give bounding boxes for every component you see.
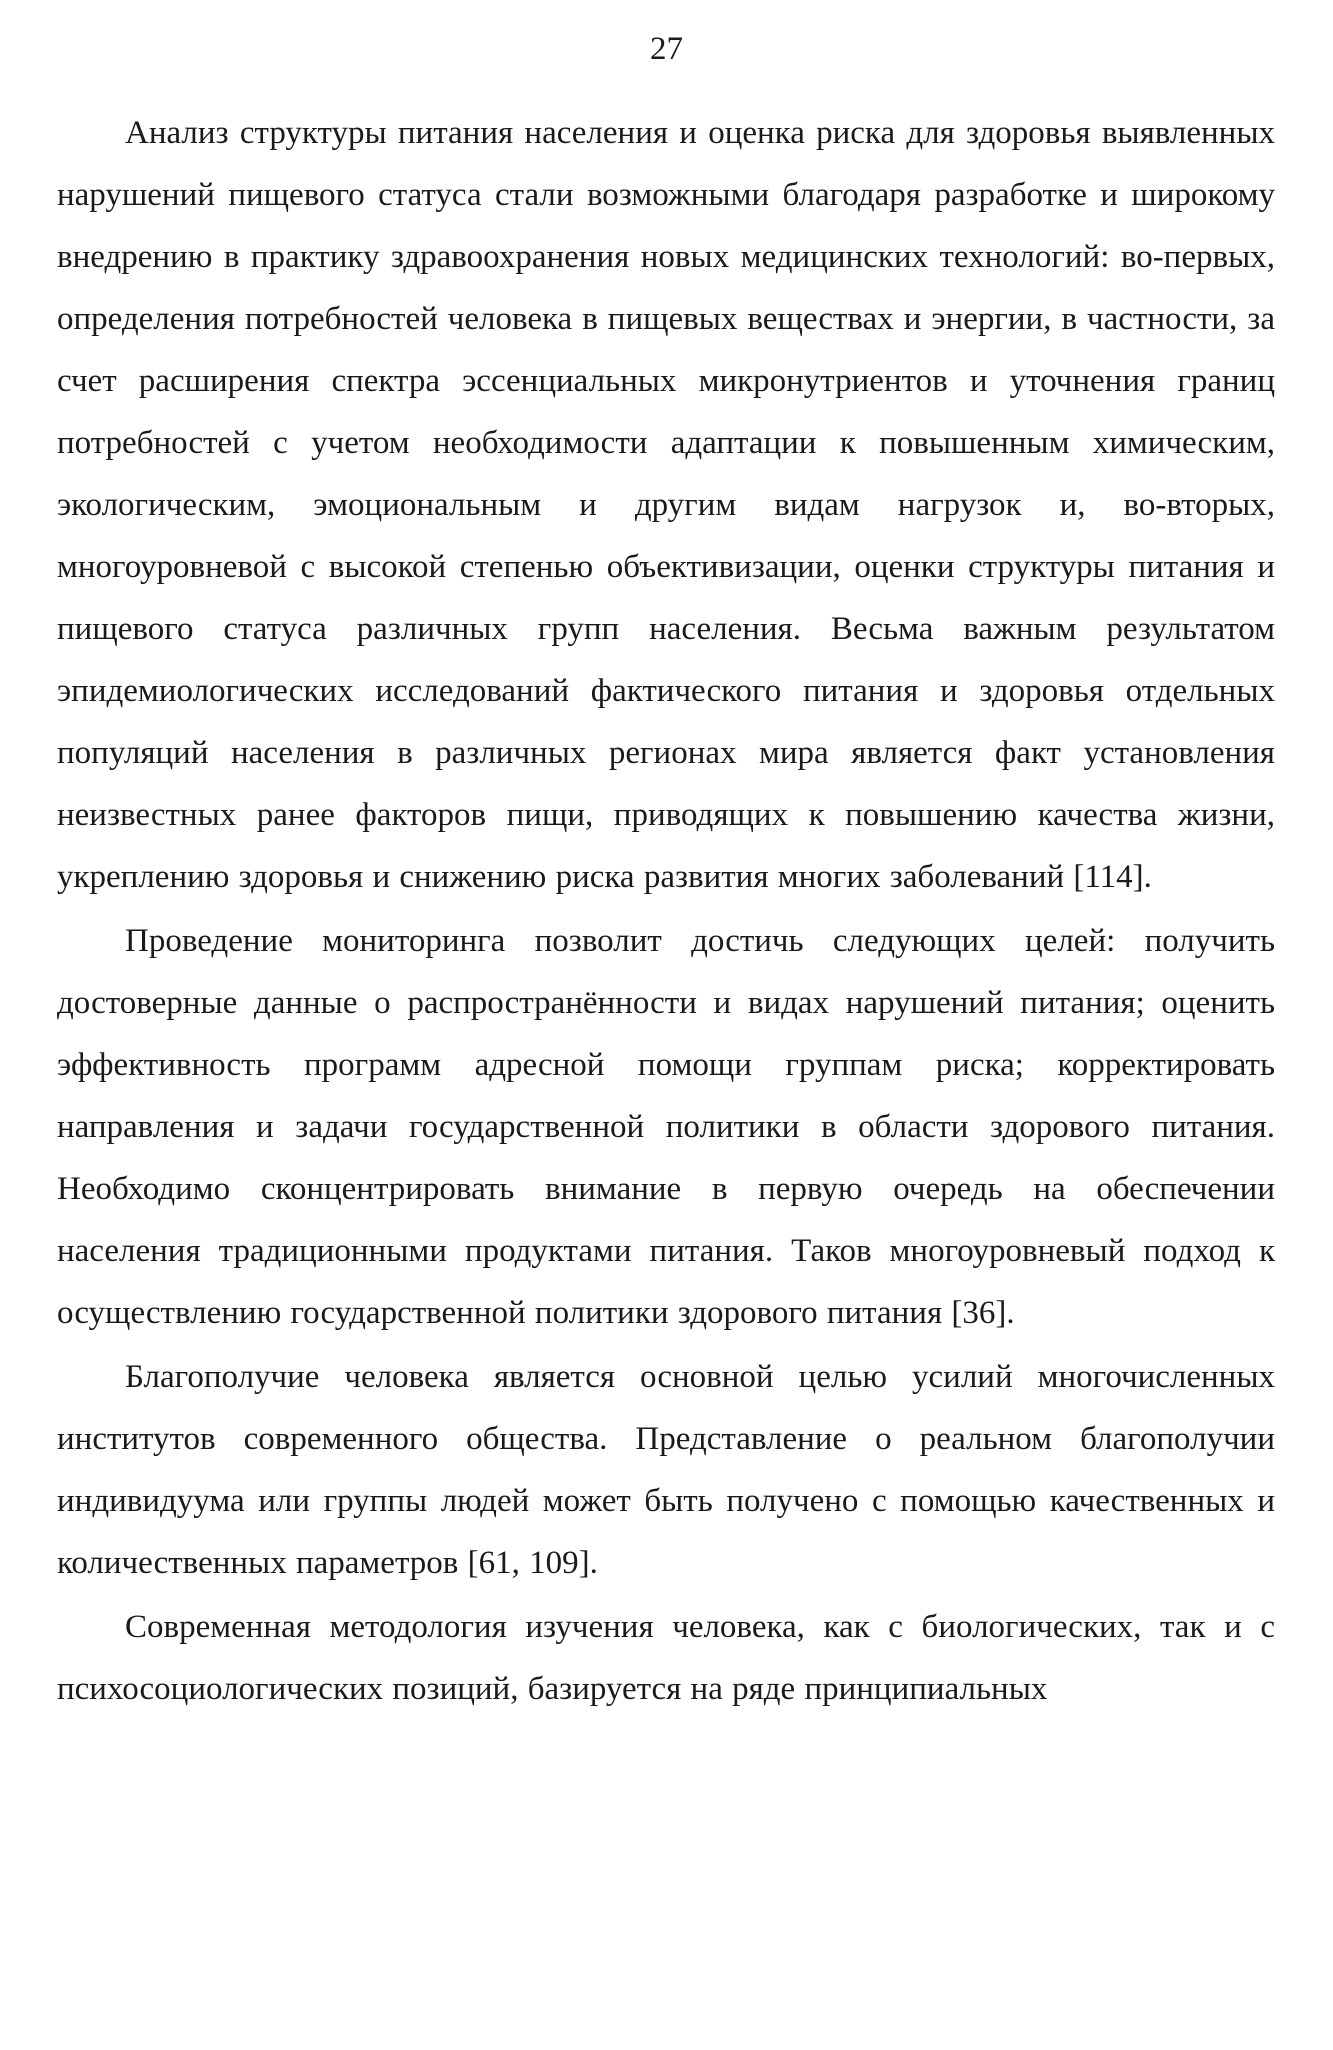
paragraph-nutrition-analysis: Анализ структуры питания населения и оценка риска для здоровья выявленных нарушений пищевого статуса стали возможными благодаря разработке и широкому внедрению в практику здравоохранения новых медицинских технологий: во-первых, определения потребностей человека в пищевых веществах и энергии, в частности, за счет расширения спектра эссенциальных микронутриентов и уточнения границ потребностей с учетом необходимости адаптации к повышенным химическим, экологическим, эмоциональным и другим видам нагрузок и, во-вторых, многоуровневой с высокой степенью объективизации, оценки структуры питания и пищевого статуса различных групп населения. Весьма важным результатом эпидемиологических исследований фактического питания и здоровья отдельных популяций населения в различных регионах мира является факт установления неизвестных ранее факторов пищи, приводящих к повышению качества жизни, укреплению здоровья и снижению риска развития многих заболеваний [114]. [57, 115, 1275, 895]
paragraph-methodology: Современная методология изучения человека, как с биологических, так и с психосоциологических позиций, базируется на ряде принципиальных [57, 1609, 1275, 1707]
body-text [57, 102, 1275, 1720]
page-number: 27 [650, 31, 683, 67]
paragraph-monitoring: Проведение мониторинга позволит достичь следующих целей: получить достоверные данные о распространённости и видах нарушений питания; оценить эффективность программ адресной помощи группам риска; корректировать направления и задачи государственной политики в области здорового питания. Необходимо сконцентрировать внимание в первую очередь на обеспечении населения традиционными продуктами питания. Таков многоуровневый подход к осуществлению государственной политики здорового питания [36]. [57, 923, 1275, 1331]
paragraph-wellbeing: Благополучие человека является основной целью усилий многочисленных институтов современного общества. Представление о реальном благополучии индивидуума или группы людей может быть получено с помощью качественных и количественных параметров [61, 109]. [57, 1359, 1275, 1581]
